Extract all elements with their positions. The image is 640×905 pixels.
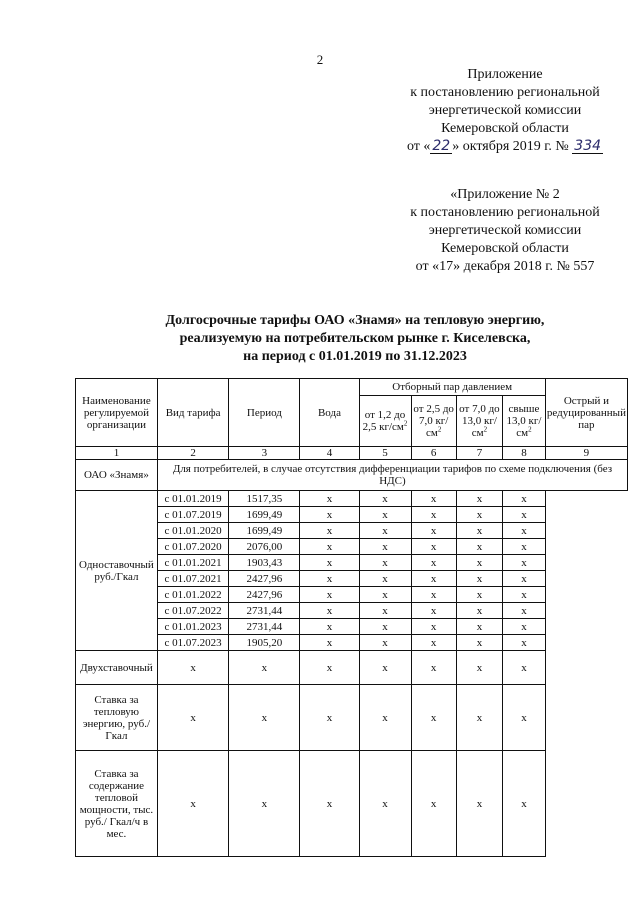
x-cell: х: [503, 507, 546, 523]
col-number: 6: [411, 447, 456, 460]
period-cell: с 01.01.2023: [157, 619, 228, 635]
x-cell: х: [300, 603, 359, 619]
handwritten-day: 22: [432, 138, 451, 154]
x-cell: х: [359, 751, 411, 857]
x-cell: х: [359, 523, 411, 539]
col-number: 4: [300, 447, 359, 460]
x-cell: х: [456, 685, 502, 751]
period-cell: с 01.01.2022: [157, 587, 228, 603]
appendix-date: от «17» декабря 2018 г. № 557: [415, 259, 595, 274]
header-tariff-type: Вид тарифа: [157, 379, 228, 447]
header-water: Вода: [300, 379, 359, 447]
period-cell: с 01.01.2020: [157, 523, 228, 539]
x-cell: х: [300, 587, 359, 603]
x-cell: х: [359, 587, 411, 603]
appendix-title: «Приложение № 2: [450, 187, 560, 202]
x-cell: х: [300, 491, 359, 507]
x-cell: х: [359, 635, 411, 651]
water-tariff-cell: 1699,49: [229, 507, 300, 523]
table-row: [76, 587, 628, 603]
header-p1: от 1,2 до 2,5 $кг/см^2$: [359, 396, 411, 447]
x-cell: х: [229, 751, 300, 857]
x-cell: х: [157, 651, 228, 685]
x-cell: х: [503, 491, 546, 507]
x-cell: х: [503, 635, 546, 651]
x-cell: х: [359, 571, 411, 587]
header-period: Период: [229, 379, 300, 447]
x-cell: х: [300, 751, 359, 857]
table-row: [76, 507, 628, 523]
x-cell: х: [359, 491, 411, 507]
x-cell: х: [456, 603, 502, 619]
x-cell: х: [503, 651, 546, 685]
col-number: 1: [76, 447, 158, 460]
x-cell: х: [503, 685, 546, 751]
header-org: Наименование регулируемой организации: [76, 379, 158, 447]
x-cell: х: [300, 555, 359, 571]
x-cell: х: [300, 571, 359, 587]
x-cell: х: [503, 587, 546, 603]
period-cell: с 01.07.2021: [157, 571, 228, 587]
handwritten-number: 334: [574, 138, 602, 154]
header-p4: свыше 13,0 $кг/см^2$: [503, 396, 546, 447]
x-cell: х: [411, 685, 456, 751]
header-p2: от 2,5 до 7,0 $кг/см^2$: [411, 396, 456, 447]
x-cell: х: [411, 587, 456, 603]
x-cell: х: [503, 603, 546, 619]
x-cell: х: [503, 571, 546, 587]
appendix-line: к постановлению региональной: [410, 85, 600, 100]
col-number: 3: [229, 447, 300, 460]
period-cell: с 01.07.2022: [157, 603, 228, 619]
heat-rate-label: Ставка за тепловую энергию, руб./Гкал: [76, 685, 158, 751]
water-tariff-cell: 2427,96: [229, 571, 300, 587]
appendix-current: [380, 66, 630, 156]
x-cell: х: [359, 603, 411, 619]
x-cell: х: [359, 539, 411, 555]
x-cell: х: [456, 571, 502, 587]
appendix-original: [380, 186, 630, 276]
appendix-line: энергетической комиссии: [428, 223, 582, 238]
water-tariff-cell: 2076,00: [229, 539, 300, 555]
x-cell: х: [411, 555, 456, 571]
x-cell: х: [456, 587, 502, 603]
x-cell: х: [503, 539, 546, 555]
x-cell: х: [157, 751, 228, 857]
two-rate-label: Двухставочный: [76, 651, 158, 685]
x-cell: х: [503, 555, 546, 571]
period-cell: с 01.07.2023: [157, 635, 228, 651]
col-number: 7: [456, 447, 502, 460]
x-cell: х: [456, 555, 502, 571]
x-cell: х: [411, 539, 456, 555]
x-cell: х: [411, 491, 456, 507]
capacity-rate-label: Ставка за содержание тепловой мощности, тыс. руб./ Гкал/ч в мес.: [76, 751, 158, 857]
appendix-date: от « 22 » октября 2019 г. № 334: [406, 138, 602, 154]
col-number: 5: [359, 447, 411, 460]
x-cell: х: [411, 603, 456, 619]
x-cell: х: [503, 751, 546, 857]
tariff-table: [75, 378, 628, 857]
table-row: [76, 619, 628, 635]
x-cell: х: [411, 651, 456, 685]
appendix-line: к постановлению региональной: [410, 205, 600, 220]
col-number: 8: [503, 447, 546, 460]
x-cell: х: [411, 619, 456, 635]
x-cell: х: [359, 619, 411, 635]
x-cell: х: [456, 523, 502, 539]
x-cell: х: [456, 751, 502, 857]
x-cell: х: [456, 507, 502, 523]
water-tariff-cell: 1905,20: [229, 635, 300, 651]
water-tariff-cell: 1903,43: [229, 555, 300, 571]
period-cell: с 01.01.2021: [157, 555, 228, 571]
water-tariff-cell: 2427,96: [229, 587, 300, 603]
water-tariff-cell: 1517,35: [229, 491, 300, 507]
header-steam-group: Отборный пар давлением: [359, 379, 545, 396]
x-cell: х: [300, 523, 359, 539]
x-cell: х: [300, 619, 359, 635]
period-cell: с 01.01.2019: [157, 491, 228, 507]
period-cell: с 01.07.2020: [157, 539, 228, 555]
appendix-line: Кемеровской области: [441, 121, 569, 136]
x-cell: х: [456, 539, 502, 555]
period-cell: с 01.07.2019: [157, 507, 228, 523]
x-cell: х: [157, 685, 228, 751]
col-number: 9: [545, 447, 627, 460]
appendix-line: энергетической комиссии: [428, 103, 582, 118]
x-cell: х: [359, 555, 411, 571]
appendix-title: Приложение: [467, 67, 543, 82]
x-cell: х: [300, 635, 359, 651]
x-cell: х: [411, 507, 456, 523]
x-cell: х: [456, 491, 502, 507]
table-row: [76, 571, 628, 587]
x-cell: х: [359, 507, 411, 523]
col-number: 2: [157, 447, 228, 460]
x-cell: х: [229, 651, 300, 685]
table-row: [76, 603, 628, 619]
x-cell: х: [229, 685, 300, 751]
header-sharp-steam: Острый и редуцированный пар: [545, 379, 627, 447]
water-tariff-cell: 2731,44: [229, 619, 300, 635]
x-cell: х: [411, 523, 456, 539]
x-cell: х: [411, 635, 456, 651]
x-cell: х: [456, 651, 502, 685]
x-cell: х: [359, 651, 411, 685]
x-cell: х: [300, 539, 359, 555]
consumers-note: Для потребителей, в случае отсутствия дифференциации тарифов по схеме подключения (без НДС): [157, 460, 627, 491]
table-row: [76, 491, 628, 507]
x-cell: х: [300, 685, 359, 751]
x-cell: х: [359, 685, 411, 751]
x-cell: х: [503, 619, 546, 635]
water-tariff-cell: 2731,44: [229, 603, 300, 619]
x-cell: х: [456, 619, 502, 635]
x-cell: х: [503, 523, 546, 539]
table-row: [76, 635, 628, 651]
document-title: Долгосрочные тарифы ОАО «Знамя» на тепловую энергию, реализуемую на потребительском рынке г. Киселевска, на период с 01.01.2019 по 31.12.2023: [165, 313, 545, 364]
x-cell: х: [411, 751, 456, 857]
x-cell: х: [411, 571, 456, 587]
water-tariff-cell: 1699,49: [229, 523, 300, 539]
table-row: [76, 539, 628, 555]
table-row: [76, 523, 628, 539]
table-row: [76, 555, 628, 571]
x-cell: х: [456, 635, 502, 651]
page-number: 2: [316, 52, 324, 67]
appendix-line: Кемеровской области: [441, 241, 569, 256]
header-p3: от 7,0 до 13,0 $кг/см^2$: [456, 396, 502, 447]
x-cell: х: [300, 507, 359, 523]
x-cell: х: [300, 651, 359, 685]
org-name: ОАО «Знамя»: [76, 460, 158, 491]
one-rate-label: Одноставочный руб./Гкал: [76, 491, 158, 651]
